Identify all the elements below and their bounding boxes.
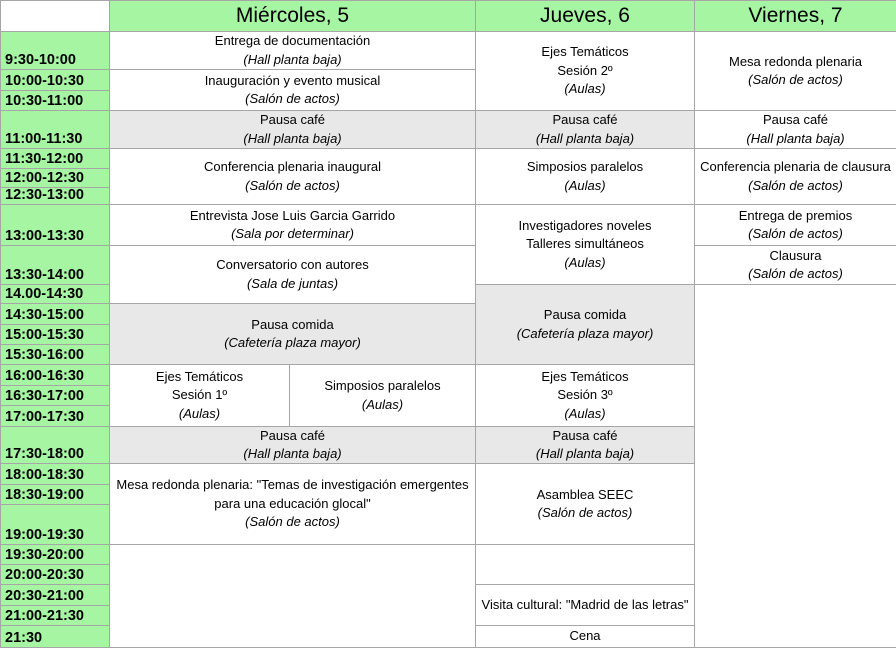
event-jue-pausa-cafe-1 xyxy=(475,110,695,149)
event-title: Simposios paralelos xyxy=(324,378,441,393)
event-location: (Hall planta baja) xyxy=(535,130,635,146)
event-location: (Hall planta baja) xyxy=(243,130,342,146)
event-vie-vacio xyxy=(694,284,896,648)
event-mie-pausa-cafe-1 xyxy=(109,110,476,149)
event-jue-pausa-cafe-2 xyxy=(475,426,695,464)
event-title: Cena xyxy=(569,628,601,644)
event-mie-ejes xyxy=(109,364,290,427)
event-mie-conversatorio xyxy=(109,245,476,304)
event-title: Conferencia plenaria de clausura xyxy=(700,159,891,174)
event-title: Ejes Temáticos xyxy=(155,368,244,384)
event-location: (Salón de actos) xyxy=(748,72,843,87)
event-title: Inauguración y evento musical xyxy=(204,72,381,88)
time-slot: 12:30-13:00 xyxy=(0,187,110,205)
time-slot: 12:00-12:30 xyxy=(0,168,110,188)
event-title: Pausa café xyxy=(762,112,829,127)
event-location: (Salón de actos) xyxy=(748,226,843,241)
event-title: Conversatorio con autores xyxy=(216,257,369,272)
event-location: (Cafetería plaza mayor) xyxy=(516,325,654,341)
event-mie-vacio xyxy=(109,544,476,648)
event-location: (Aulas) xyxy=(178,405,221,421)
event-title: Mesa redonda plenaria xyxy=(729,53,862,69)
event-jue-ejes-3 xyxy=(475,364,695,427)
event-location: (Sala por determinar) xyxy=(231,226,354,241)
time-slot: 9:30-10:00 xyxy=(0,31,110,70)
event-title: Ejes Temáticos xyxy=(541,44,629,60)
time-slot: 16:00-16:30 xyxy=(0,364,110,386)
corner-cell xyxy=(0,0,110,32)
time-slot: 19:30-20:00 xyxy=(0,544,110,565)
event-mie-pausa-comida xyxy=(109,303,476,365)
time-slot: 18:00-18:30 xyxy=(0,463,110,485)
time-slot: 16:30-17:00 xyxy=(0,385,110,406)
event-jue-pausa-comida xyxy=(475,284,695,365)
day-header-2: Jueves, 6 xyxy=(475,0,695,32)
event-mie-pausa-cafe-2 xyxy=(109,426,476,464)
event-title: Entrevista Jose Luis Garcia Garrido xyxy=(189,207,396,223)
event-title: Entrega de documentación xyxy=(214,33,371,48)
event-mie-conferencia xyxy=(109,148,476,205)
event-title: Sesión 2º xyxy=(557,62,613,78)
time-slot: 14.00-14:30 xyxy=(0,284,110,304)
event-jue-investigadores xyxy=(475,204,695,285)
event-title: Investigadores noveles xyxy=(518,217,652,233)
event-title: Pausa comida xyxy=(251,316,334,332)
event-location: (Sala de juntas) xyxy=(246,275,339,291)
event-location: (Aulas) xyxy=(361,396,404,412)
event-jue-vacio xyxy=(475,544,695,585)
event-title: Talleres simultáneos xyxy=(526,236,644,252)
time-slot: 14:30-15:00 xyxy=(0,303,110,325)
event-mie-simposios xyxy=(289,364,476,427)
time-slot: 13:00-13:30 xyxy=(0,204,110,246)
event-vie-mesa xyxy=(694,31,896,111)
event-title: Clausura xyxy=(769,247,822,263)
event-title: Visita cultural: "Madrid de las letras" xyxy=(481,596,689,612)
event-location: (Hall planta baja) xyxy=(243,446,342,461)
event-title: Pausa comida xyxy=(543,307,627,322)
event-location: (Aulas) xyxy=(564,405,606,421)
day-header-3: Viernes, 7 xyxy=(694,0,896,32)
time-slot: 20:00-20:30 xyxy=(0,564,110,585)
event-location: (Aulas) xyxy=(564,254,606,270)
event-mie-inauguracion xyxy=(109,69,476,111)
event-jue-cena xyxy=(475,625,695,648)
event-location: (Salón de actos) xyxy=(245,91,340,106)
event-mie-entrega xyxy=(109,31,476,70)
event-location: (Aulas) xyxy=(564,81,606,97)
event-vie-clausura xyxy=(694,245,896,285)
event-title: Mesa redonda plenaria: "Temas de investigación emergentes xyxy=(116,477,469,493)
time-slot: 18:30-19:00 xyxy=(0,484,110,505)
event-location: (Aulas) xyxy=(564,177,606,193)
time-slot: 11:00-11:30 xyxy=(0,110,110,149)
event-vie-premios xyxy=(694,204,896,246)
event-vie-conferencia xyxy=(694,148,896,205)
event-title: Conferencia plenaria inaugural xyxy=(203,159,382,174)
event-title: Simposios paralelos xyxy=(526,159,644,174)
day-header-1: Miércoles, 5 xyxy=(109,0,476,32)
event-location: (Hall planta baja) xyxy=(535,446,635,461)
event-jue-visita xyxy=(475,584,695,626)
event-location: (Hall planta baja) xyxy=(243,51,342,67)
event-title: Ejes Temáticos xyxy=(541,368,629,384)
event-location: (Salón de actos) xyxy=(245,177,340,193)
event-title: Pausa café xyxy=(552,427,618,443)
event-location: (Salón de actos) xyxy=(748,177,843,193)
event-title: Entrega de premios xyxy=(738,207,853,223)
time-slot: 17:30-18:00 xyxy=(0,426,110,464)
event-title: Pausa café xyxy=(259,112,326,127)
event-location: (Salón de actos) xyxy=(245,514,340,530)
event-location: (Cafetería plaza mayor) xyxy=(224,335,361,350)
event-title: Sesión 3º xyxy=(557,387,613,403)
time-slot: 21:30 xyxy=(0,625,110,648)
time-slot: 20:30-21:00 xyxy=(0,584,110,606)
event-mie-entrevista xyxy=(109,204,476,246)
time-slot: 15:30-16:00 xyxy=(0,344,110,365)
event-title: Pausa café xyxy=(259,427,326,443)
event-location: (Salón de actos) xyxy=(748,266,843,281)
time-slot: 19:00-19:30 xyxy=(0,504,110,545)
time-slot: 11:30-12:00 xyxy=(0,148,110,169)
event-mie-mesa xyxy=(109,463,476,545)
event-location: (Salón de actos) xyxy=(537,505,633,520)
time-slot: 17:00-17:30 xyxy=(0,405,110,427)
event-title: Asamblea SEEC xyxy=(536,486,634,502)
event-location: (Hall planta baja) xyxy=(746,130,845,146)
event-title: Pausa café xyxy=(552,112,618,127)
event-vie-pausa-cafe xyxy=(694,110,896,149)
time-slot: 13:30-14:00 xyxy=(0,245,110,285)
event-jue-simposios xyxy=(475,148,695,205)
event-jue-ejes-2 xyxy=(475,31,695,111)
time-slot: 10:30-11:00 xyxy=(0,90,110,111)
time-slot: 21:00-21:30 xyxy=(0,605,110,626)
event-title: Sesión 1º xyxy=(171,387,228,403)
event-title: para una educación glocal" xyxy=(214,495,371,511)
time-slot: 10:00-10:30 xyxy=(0,69,110,91)
time-slot: 15:00-15:30 xyxy=(0,324,110,345)
event-jue-asamblea xyxy=(475,463,695,545)
